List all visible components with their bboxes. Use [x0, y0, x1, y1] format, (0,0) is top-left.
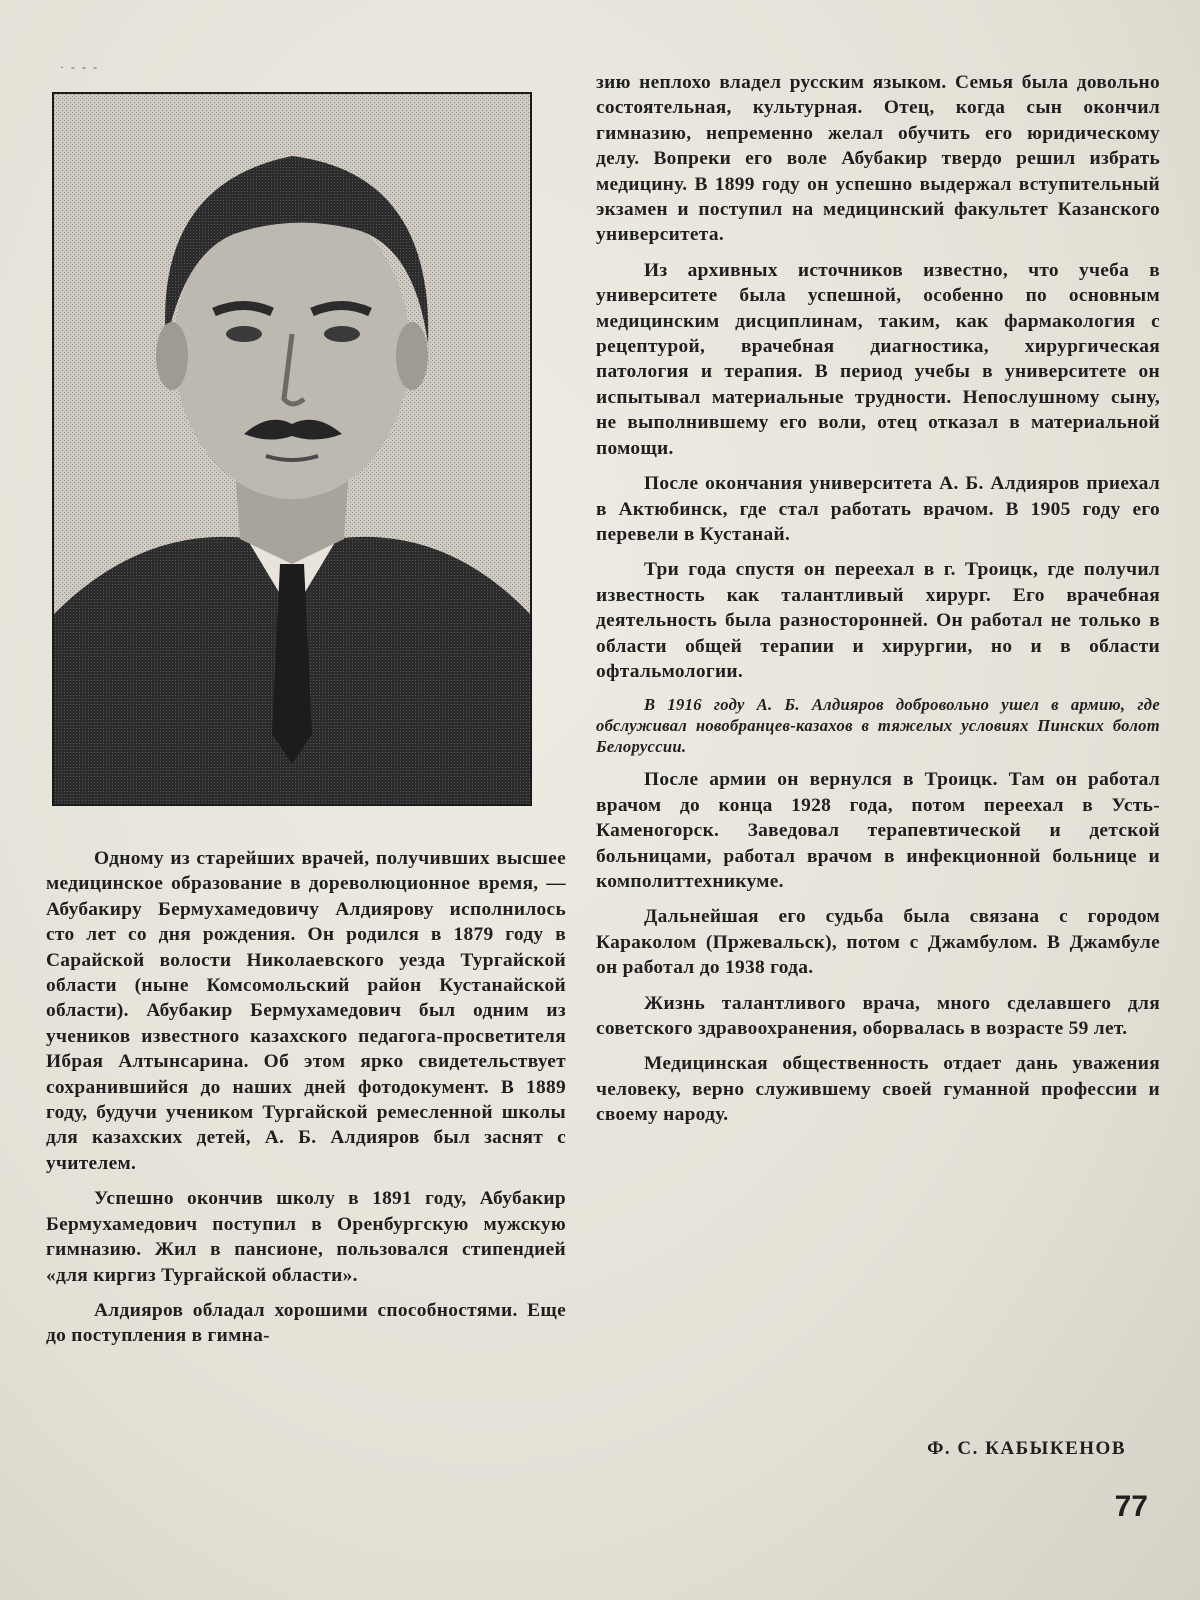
paragraph: Медицинская общественность отдает дань уважения человеку, верно служившему своей гуманной профессии и своему народу.: [596, 1053, 1160, 1126]
page-number: 77: [1114, 1490, 1148, 1523]
paragraph: Дальнейшая его судьба была связана с городом Караколом (Пржевальск), потом с Джамбулом. В Джамбуле он работал до 1938 года.: [596, 906, 1160, 979]
paragraph: Алдияров обладал хорошими способностями. Еще до поступления в гимна-: [46, 1299, 566, 1347]
paragraph-small: В 1916 году А. Б. Алдияров добровольно ушел в армию, где обслуживал новобранцев-казахов в тяжелых условиях Пинских болот Белоруссии.: [596, 695, 1160, 757]
paragraph: Из архивных источников известно, что учеба в университете была успешной, особенно по основным медицинским дисциплинам, таким, как фармакология с рецептурой, врачебная диагностика, хирургическая патология и терапия. В период учебы в университете он испытывал материальные трудности. Непослушному сыну, не выполнившему его воли, отец отказал в материальной помощи.: [596, 259, 1160, 459]
right-column: [596, 70, 1160, 1138]
portrait-photo: [52, 92, 532, 806]
paragraph: После окончания университета А. Б. Алдияров приехал в Актюбинск, где стал работать врачом. В 1905 году его перевели в Кустанай.: [596, 473, 1160, 545]
author-signature: Ф. С. КАБЫКЕНОВ: [927, 1438, 1126, 1459]
paragraph: После армии он вернулся в Троицк. Там он работал врачом до конца 1928 года, потом переехал в Усть-Каменогорск. Заведовал терапевтической и детской больницами, работал врачом в инфекционной больнице и комполиттехникуме.: [596, 769, 1160, 892]
left-column: [46, 846, 566, 1359]
paragraph: Успешно окончив школу в 1891 году, Абубакир Бермухамедович поступил в Оренбургскую мужскую гимназию. Жил в пансионе, пользовался стипендией «для киргиз Тургайской области».: [46, 1188, 566, 1286]
paragraph: Одному из старейших врачей, получивших высшее медицинское образование в дореволюционное время, — Абубакиру Бермухамедовичу Алдиярову исполнилось сто лет со дня рождения. Он родился в 1879 году в Сарайской волости Николаевского уезда Тургайской области (ныне Комсомольский район Кустанайской области). Абубакир Бермухамедович был одним из учеников известного казахского педагога-просветителя Ибрая Алтынсарина. Об этом ярко свидетельствует сохранившийся до наших дней фотодокумент. В 1889 году, будучи учеником Тургайской ремесленной школы для казахских детей, А. Б. Алдияров был заснят с учителем.: [46, 848, 566, 1174]
paragraph: Жизнь талантливого врача, много сделавшего для советского здравоохранения, оборвалась в возрасте 59 лет.: [596, 992, 1160, 1039]
header-dots: · - - -: [60, 60, 99, 74]
paragraph: Три года спустя он переехал в г. Троицк, где получил известность как талантливый хирург. Его врачебная деятельность была разносторонней. Он работал не только в области общей терапии и хирургии, но и в области офтальмологии.: [596, 559, 1160, 682]
paragraph-continued: зию неплохо владел русским языком. Семья была довольно состоятельная, культурная. Отец, когда сын окончил гимназию, непременно желал обучить его юридическому делу. Вопреки его воле Абубакир твердо решил избрать медицину. В 1899 году он успешно выдержал вступительный экзамен и поступил на медицинский факультет Казанского университета.: [596, 72, 1160, 246]
portrait-image: [54, 94, 530, 804]
